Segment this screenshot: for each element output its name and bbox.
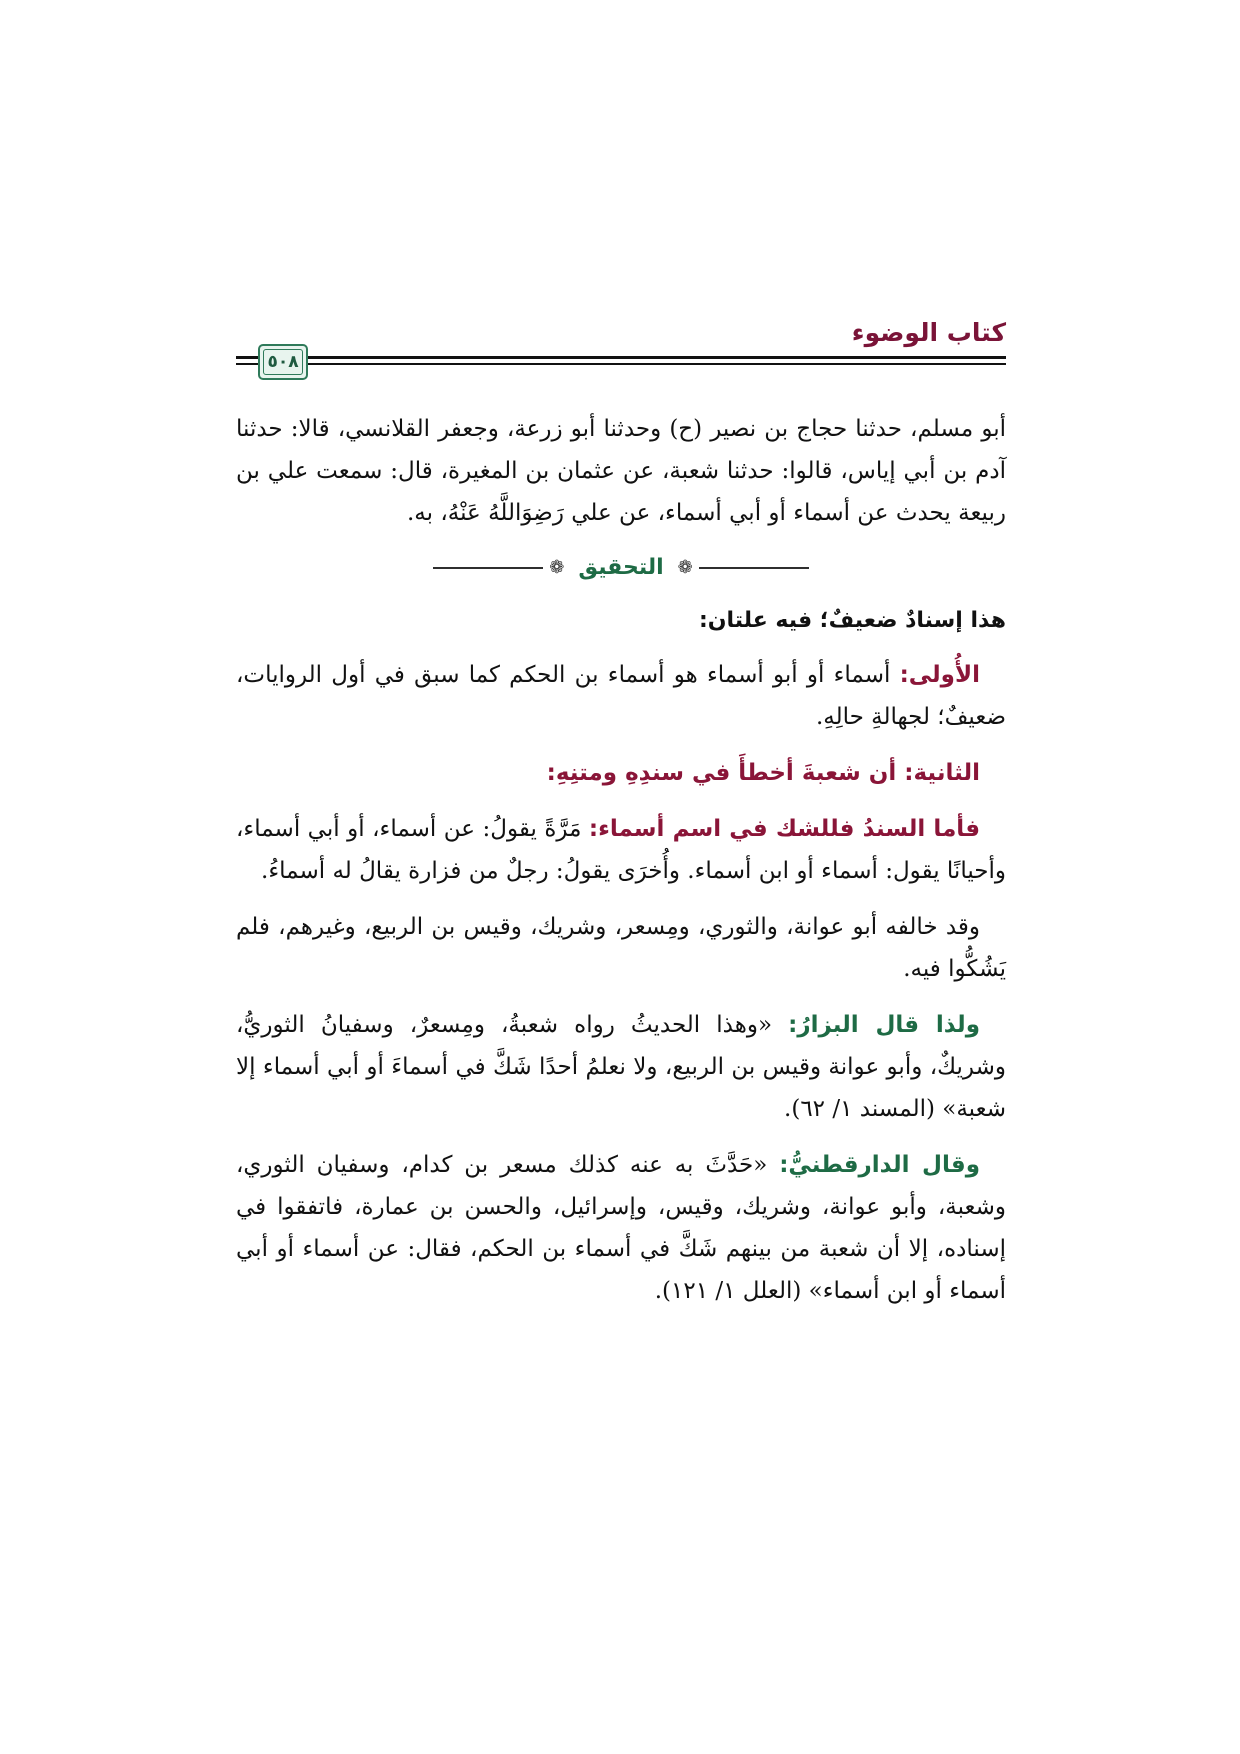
header-rule-left-top xyxy=(236,356,258,359)
bazzar-text: «وهذا الحديثُ رواه شعبةُ، ومِسعرٌ، وسفيانُ الثوريُّ، وشريكٌ، وأبو عوانة وقيس بن الربيع، ولا نعلمُ أحدًا شَكَّ في أسماءَ أو أبي أسماء إلا شعبة» (المسند ١/ ٦٢). xyxy=(236,1012,1006,1122)
page-content xyxy=(236,408,1006,1326)
sanad-paragraph xyxy=(236,808,1006,892)
page-number: ٥٠٨ xyxy=(263,349,303,375)
first-defect-text: أسماء أو أبو أسماء هو أسماء بن الحكم كما سبق في أول الروايات، ضعيفٌ؛ لجهالةِ حالِهِ. xyxy=(236,662,1006,730)
header-rule-left-bottom xyxy=(236,363,258,365)
first-defect-paragraph xyxy=(236,654,1006,738)
dissent-paragraph: وقد خالفه أبو عوانة، والثوري، ومِسعر، وشريك، وقيس بن الربيع، وغيرهم، فلم يَشُكُّوا فيه. xyxy=(236,914,1006,982)
divider-line-right xyxy=(699,567,809,569)
sanad-label: فأما السندُ فللشك في اسم أسماء: xyxy=(588,816,981,842)
header-rule-top xyxy=(306,356,1006,359)
header-rule-bottom xyxy=(306,363,1006,365)
book-title: كتاب الوضوء xyxy=(851,318,1006,347)
isnad-paragraph: أبو مسلم، حدثنا حجاج بن نصير (ح) وحدثنا أبو زرعة، وجعفر القلانسي، قالا: حدثنا آدم بن أبي إياس، قالوا: حدثنا شعبة، عن عثمان بن المغيرة، قال: سمعت علي بن ربيعة يحدث عن أسماء أو أبي أسماء، عن علي رَضِوَاللَّهُ عَنْهُ، به. xyxy=(236,416,1006,526)
page-header xyxy=(236,318,1006,388)
divider-line-left xyxy=(433,567,543,569)
verdict-heading: هذا إسنادٌ ضعيفٌ؛ فيه علتان: xyxy=(698,608,1006,633)
second-defect-heading: الثانية: أن شعبةَ أخطأَ في سندِهِ ومتنِهِ: xyxy=(546,760,980,786)
daraqutni-paragraph xyxy=(236,1144,1006,1312)
daraqutni-label: وقال الدارقطنيُّ: xyxy=(779,1152,981,1178)
ornament-icon: ❁ xyxy=(549,557,565,578)
ornament-icon: ❁ xyxy=(677,557,693,578)
sanad-text: مَرَّةً يقولُ: عن أسماء، أو أبي أسماء، وأحيانًا يقول: أسماء أو ابن أسماء. وأُخرَى يقولُ: رجلٌ من فزارة يقالُ له أسماءُ. xyxy=(236,816,1006,884)
page-number-frame xyxy=(258,344,308,380)
section-title: التحقيق xyxy=(578,555,664,580)
daraqutni-text: «حَدَّثَ به عنه كذلك مسعر بن كدام، وسفيان الثوري، وشعبة، وأبو عوانة، وشريك، وقيس، وإسرائيل، والحسن بن عمارة، فاتفقوا في إسناده، إلا أن شعبة من بينهم شَكَّ في أسماء بن الحكم، فقال: عن أسماء أو أبي أسماء أو ابن أسماء» (العلل ١/ ١٢١). xyxy=(236,1152,1006,1304)
bazzar-paragraph xyxy=(236,1004,1006,1130)
section-divider xyxy=(236,548,1006,588)
first-defect-label: الأُولى: xyxy=(899,662,980,688)
bazzar-label: ولذا قال البزارُ: xyxy=(788,1012,980,1038)
